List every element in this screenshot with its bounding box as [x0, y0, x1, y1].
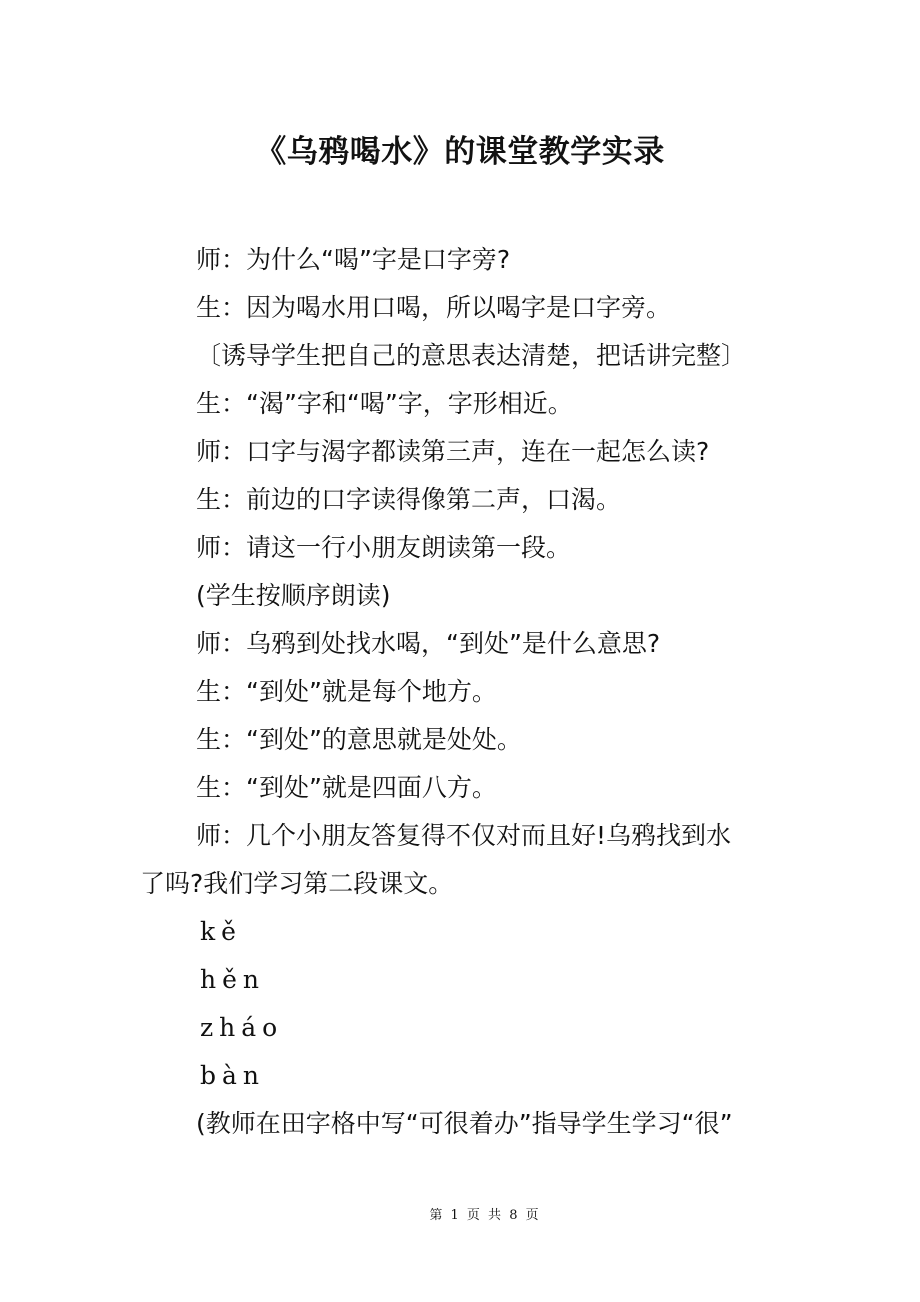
pinyin-line: zháo: [200, 1013, 284, 1042]
page-number-footer: 第 1 页 共 8 页: [429, 1208, 541, 1223]
paragraph-line: 生：“到处”就是每个地方。: [196, 677, 497, 706]
paragraph-line: 师：请这一行小朋友朗读第一段。: [196, 533, 572, 562]
paragraph-line: 〔诱导学生把自己的意思表达清楚，把话讲完整〕: [196, 341, 747, 370]
paragraph-line: 生：前边的口字读得像第二声，口渴。: [196, 485, 622, 514]
paragraph-line: (教师在田字格中写“可很着办”指导学生学习“很”: [196, 1109, 733, 1138]
paragraph-line: 师：为什么“喝”字是口字旁?: [196, 245, 511, 274]
paragraph-line: 师：乌鸦到处找水喝，“到处”是什么意思?: [196, 629, 661, 658]
pinyin-line: hěn: [200, 965, 265, 994]
paragraph-line: 生：因为喝水用口喝，所以喝字是口字旁。: [196, 293, 672, 322]
pinyin-line: bàn: [200, 1061, 266, 1090]
paragraph-line: 师：几个小朋友答复得不仅对而且好!乌鸦找到水: [196, 821, 732, 850]
paragraph-line: 生：“到处”就是四面八方。: [196, 773, 497, 802]
page-title: 《乌鸦喝水》的课堂教学实录: [255, 134, 665, 170]
paragraph-line: (学生按顺序朗读): [196, 581, 391, 610]
pinyin-line: kě: [200, 917, 242, 946]
paragraph-line: 生：“到处”的意思就是处处。: [196, 725, 522, 754]
paragraph-line: 师：口字与渴字都读第三声，连在一起怎么读?: [196, 437, 710, 466]
paragraph-line: 了吗?我们学习第二段课文。: [140, 869, 454, 898]
paragraph-line: 生：“渴”字和“喝”字，字形相近。: [196, 389, 573, 418]
